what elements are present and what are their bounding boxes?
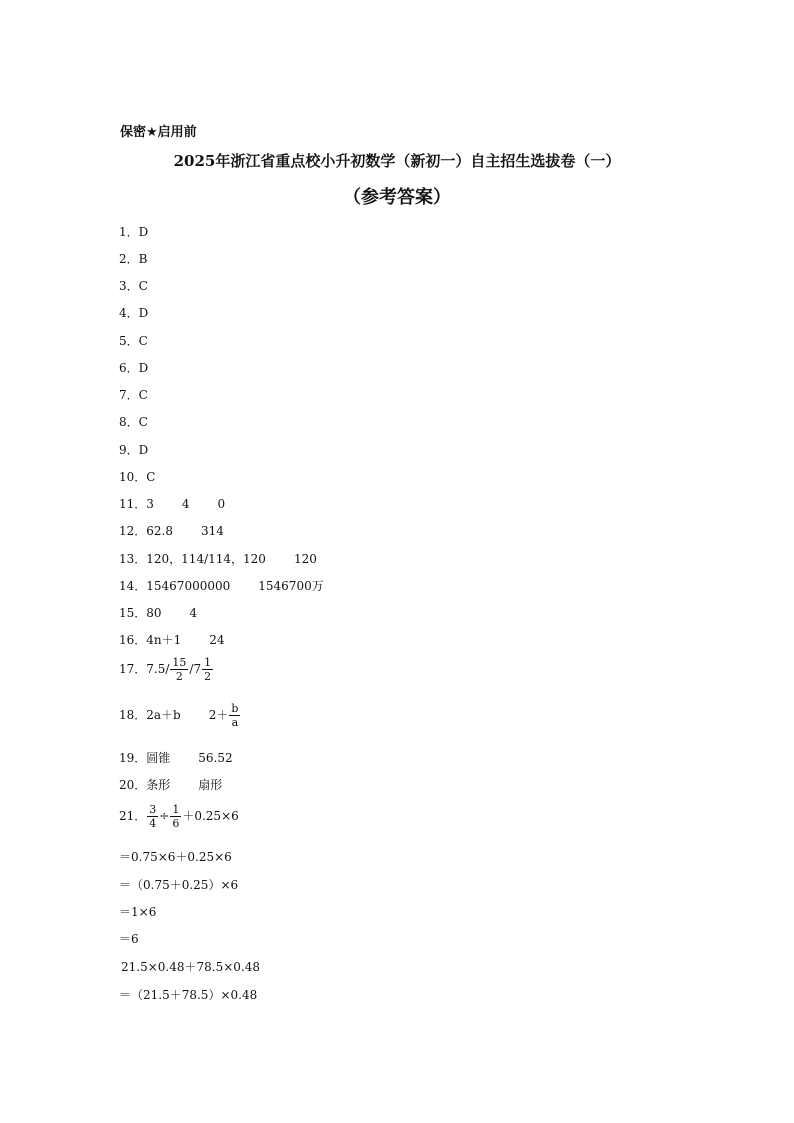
answer-19-part-1: 19．圆锥 xyxy=(119,751,171,765)
answer-13 xyxy=(119,550,317,567)
answer-20-part-2: 扇形 xyxy=(198,778,223,792)
answer-7: 7．C xyxy=(119,388,148,402)
fraction: $\frac{15}{2}$ xyxy=(172,656,187,683)
calc-step-2: ＝（0.75＋0.25）×6 xyxy=(119,878,239,892)
answer-15 xyxy=(119,604,197,621)
document-title: 2025年浙江省重点校小升初数学（新初一）自主招生选拔卷（一） xyxy=(173,152,621,170)
answer-4: 4．D xyxy=(119,306,149,320)
fraction: $\frac{3}{4}$ xyxy=(149,803,157,830)
answer-1: 1．D xyxy=(119,225,149,239)
calc-step-4: ＝6 xyxy=(119,932,139,946)
answer-11-part-3: 0 xyxy=(217,497,226,511)
fraction: $\frac{1}{6}$ xyxy=(172,803,180,830)
answer-8: 8．C xyxy=(119,415,148,429)
answer-16-part-1: 16．4n＋1 xyxy=(119,633,182,647)
answer-13-part-1: 13．120，114/114，120 xyxy=(119,552,266,566)
answer-21-part-1: 21． xyxy=(119,809,147,823)
fraction: $\frac{1}{2}$ xyxy=(204,656,212,683)
calc-step-6: ＝（21.5＋78.5）×0.48 xyxy=(119,988,258,1002)
answer-14-part-2: 1546700万 xyxy=(258,579,324,593)
fraction: $\frac{b}{a}$ xyxy=(231,702,239,729)
answer-17 xyxy=(119,656,214,683)
answer-20 xyxy=(119,776,222,793)
answer-19 xyxy=(119,749,233,766)
answer-16-part-2: 24 xyxy=(209,633,225,647)
answer-13-part-2: 120 xyxy=(293,552,317,566)
answer-11 xyxy=(119,495,225,512)
answer-12-part-1: 12．62.8 xyxy=(119,524,173,538)
answer-2: 2．B xyxy=(119,252,148,266)
answer-9: 9．D xyxy=(119,443,149,457)
answer-19-part-2: 56.52 xyxy=(198,751,233,765)
answer-12 xyxy=(119,522,224,539)
answer-18 xyxy=(119,702,241,729)
confidential-label: 保密★启用前 xyxy=(120,125,197,140)
calc-step-3: ＝1×6 xyxy=(119,905,157,919)
answer-15-part-1: 15．80 xyxy=(119,606,162,620)
answer-18-part-2: 2＋ xyxy=(208,708,229,722)
answer-15-part-2: 4 xyxy=(189,606,198,620)
answer-21-part-2: ＋0.25×6 xyxy=(182,809,239,823)
answer-11-part-1: 11．3 xyxy=(119,497,154,511)
answer-17-part-2: /7 xyxy=(189,662,202,676)
answer-5: 5．C xyxy=(119,334,148,348)
calc-step-1: ＝0.75×6＋0.25×6 xyxy=(119,850,232,864)
answer-18-part-1: 18．2a＋b xyxy=(119,708,181,722)
calc-step-5: 21.5×0.48＋78.5×0.48 xyxy=(121,960,260,974)
answer-17-part-1: 17．7.5/ xyxy=(119,662,170,676)
answer-6: 6．D xyxy=(119,361,149,375)
document-subtitle: （参考答案） xyxy=(343,187,451,208)
operator: ÷ xyxy=(159,809,170,823)
answer-11-part-2: 4 xyxy=(181,497,190,511)
answer-3: 3．C xyxy=(119,279,148,293)
answer-21 xyxy=(119,803,239,830)
answer-16 xyxy=(119,631,225,648)
answer-10: 10．C xyxy=(119,470,156,484)
answer-12-part-2: 314 xyxy=(201,524,224,538)
answer-14-part-1: 14．15467000000 xyxy=(119,579,231,593)
answer-20-part-1: 20．条形 xyxy=(119,778,171,792)
answer-14 xyxy=(119,577,324,594)
